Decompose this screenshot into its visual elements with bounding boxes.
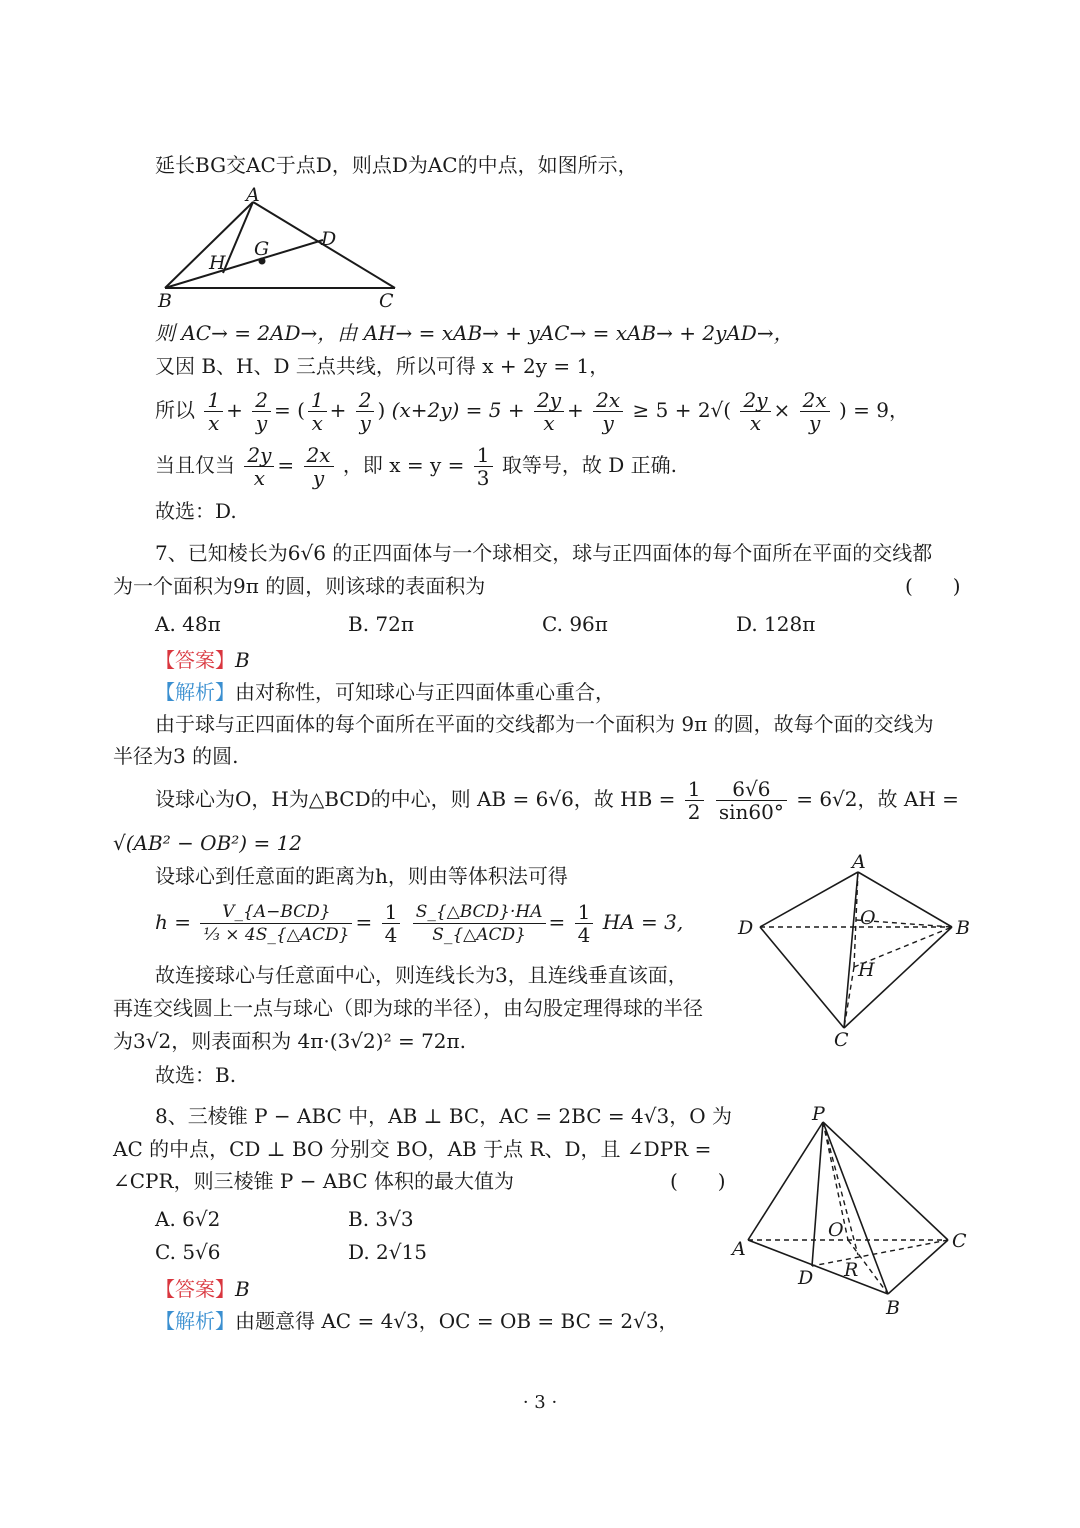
label-h: H xyxy=(858,959,875,981)
text-line: 则 AC→ = 2AD→，由 AH→ = xAB→ + yAC→ = xAB→ + 2yAD→， xyxy=(155,321,794,345)
label-o: O xyxy=(828,1219,844,1241)
edge-ad xyxy=(760,872,858,927)
tetrahedron-figure xyxy=(730,850,990,1050)
page-number: · 3 · xyxy=(522,1392,558,1413)
analysis-line: 【解析】由题意得 AC = 4√3，OC = OB = BC = 2√3， xyxy=(155,1309,679,1333)
label-g: G xyxy=(254,238,270,260)
text-line: 故选：D. xyxy=(155,499,237,523)
label-b: B xyxy=(158,290,172,312)
question-7-line: 7、已知棱长为6√6 的正四面体与一个球相交，球与正四面体的每个面所在平面的交线都 xyxy=(155,541,933,565)
option-b: B. 3√3 xyxy=(348,1207,414,1231)
text-line: 故选：B. xyxy=(155,1063,237,1087)
label-b: B xyxy=(886,1297,900,1319)
edge-bc xyxy=(888,1240,948,1294)
text-line: 故连接球心与任意面中心，则连线长为3，且连线垂直该面， xyxy=(155,963,688,987)
label-d: D xyxy=(321,228,337,250)
edge-pd xyxy=(812,1122,823,1266)
option-d: D. 128π xyxy=(736,612,816,636)
edge-ac xyxy=(844,872,858,1028)
edge-ab xyxy=(748,1240,888,1294)
option-c: C. 96π xyxy=(542,612,608,636)
label-d: D xyxy=(798,1267,814,1289)
edge-pa xyxy=(748,1122,823,1240)
question-8-line: ∠CPR，则三棱锥 P − ABC 体积的最大值为 xyxy=(113,1169,515,1193)
label-a: A xyxy=(246,185,260,206)
math-line: 当且仅当 $\frac{2y}{x}$ = $\frac{2x}{y}$ ，即 x = y = $\frac{1}{3}$ 取等号，故 D 正确. xyxy=(155,443,677,490)
text-line: 设球心到任意面的距离为h，则由等体积法可得 xyxy=(155,864,568,888)
text-line: 为3√2，则表面积为 4π·(3√2)² = 72π. xyxy=(113,1029,467,1053)
label-o: O xyxy=(860,907,876,929)
text-line: 半径为3 的圆. xyxy=(113,744,239,768)
math-line: h = $\frac{\text{V\_\{A−BCD\}}}{\text{⅓ × 4S\_\{△ACD\}}}$ = $\frac{1}{4}$ $\frac{\text{S\_\{△BCD\}·HA}}{\text{S\_\{△ACD\}}}$ = $\frac{1}{4}$ HA = 3, xyxy=(155,900,684,947)
question-8-line: 8、三棱锥 P − ABC 中，AB ⊥ BC，AC = 2BC = 4√3，O 为 xyxy=(155,1104,732,1128)
option-a: A. 6√2 xyxy=(155,1207,221,1231)
label-c: C xyxy=(379,290,394,312)
question-8-line: AC 的中点，CD ⊥ BO 分别交 BO，AB 于点 R、D，且 ∠DPR = xyxy=(113,1137,712,1161)
analysis-line: 【解析】由对称性，可知球心与正四面体重心重合， xyxy=(155,680,615,704)
answer-blank: ( ) xyxy=(670,1169,726,1193)
label-h: H xyxy=(209,252,226,274)
math-line: 所以 $\frac{1}{x}$ + $\frac{2}{y}$ = ( $\frac{1}{x}$ + $\frac{2}{y}$ ) (x+2y) = 5 + $\frac{2y}{x}$ + $\frac{2x}{y}$ ≥ 5 + 2√( $\frac{2y}{x}$ × $\frac{2x}{y}$ ) = 9， xyxy=(155,388,909,435)
answer-line: 【答案】B xyxy=(155,1277,250,1301)
label-d: D xyxy=(738,917,754,939)
segment-cd xyxy=(812,1240,948,1266)
math-line: 设球心为O，H为△BCD的中心，则 AB = 6√6，故 HB = $\frac{1}{2}$ $\frac{6√6}{\sin 60^\circ}$ = 6√2，故 AH = xyxy=(155,777,959,824)
edge-dc xyxy=(760,927,844,1028)
text-line: 延长BG交AC于点D，则点D为AC的中点，如图所示， xyxy=(155,153,638,177)
label-a: A xyxy=(852,851,866,873)
text-line: 由于球与正四面体的每个面所在平面的交线都为一个面积为 9π 的圆，故每个面的交线为 xyxy=(155,712,934,736)
option-d: D. 2√15 xyxy=(348,1240,427,1264)
option-a: A. 48π xyxy=(155,612,221,636)
label-p: P xyxy=(812,1103,825,1125)
text-line: √(AB² − OB²) = 12 xyxy=(113,831,303,855)
label-a: A xyxy=(732,1238,746,1260)
label-b: B xyxy=(956,917,970,939)
label-r: R xyxy=(844,1259,859,1281)
pyramid-figure xyxy=(728,1100,978,1320)
text-line: 又因 B、H、D 三点共线，所以可得 x + 2y = 1， xyxy=(155,354,610,378)
label-c: C xyxy=(952,1230,967,1252)
option-b: B. 72π xyxy=(348,612,415,636)
question-7-line: 为一个面积为9π 的圆，则该球的表面积为 xyxy=(113,574,486,598)
answer-line: 【答案】B xyxy=(155,648,250,672)
answer-blank: ( ) xyxy=(905,574,961,598)
triangle-figure xyxy=(155,185,415,315)
text-line: 再连交线圆上一点与球心（即为球的半径），由勾股定理得球的半径 xyxy=(113,996,703,1020)
option-c: C. 5√6 xyxy=(155,1240,221,1264)
label-c: C xyxy=(834,1029,849,1050)
